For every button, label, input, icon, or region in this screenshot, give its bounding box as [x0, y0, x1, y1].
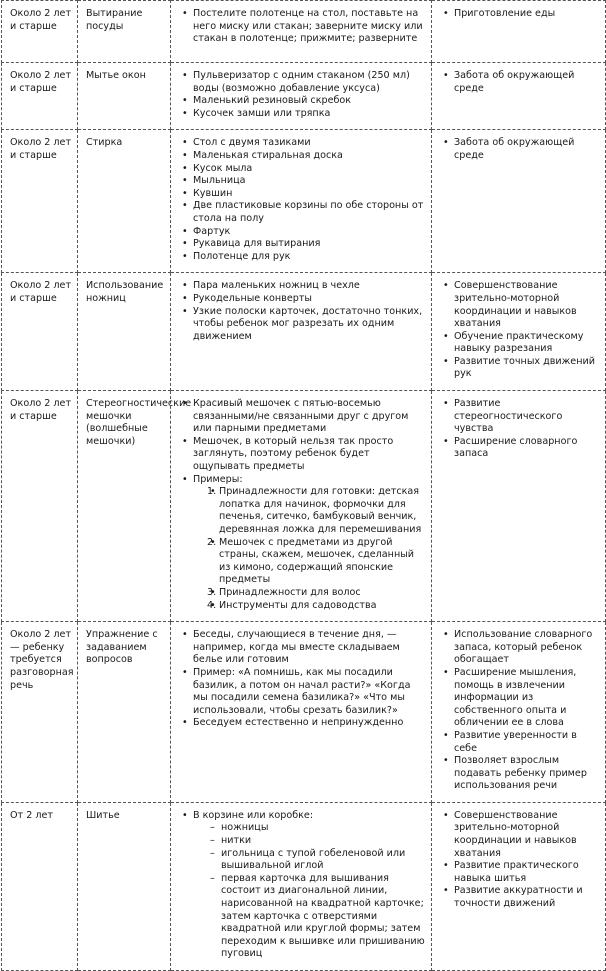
materials-cell: [171, 130, 432, 273]
table-row: [2, 802, 606, 970]
list-item: • Обучение практическому навыку разрезания: [440, 331, 601, 356]
list-item: • Беседуем естественно и непринужденно: [179, 717, 427, 730]
list-item: • 4. Инструменты для садоводства: [207, 600, 427, 613]
list-item: • Рукодельные конверты: [179, 293, 427, 306]
age-cell: Около 2 лет и старше: [2, 391, 78, 622]
list-item: • Стол с двумя тазиками: [179, 137, 427, 150]
materials-cell: [171, 802, 432, 970]
goals-cell: [432, 622, 606, 803]
list-item: • Развитие стереогностического чувства: [440, 398, 601, 436]
list-item: – нитки: [207, 835, 427, 848]
list-item: • Полотенце для рук: [179, 251, 427, 264]
list-item: – игольница с тупой гобеленовой или вышивальной иглой: [207, 848, 427, 873]
goals-cell: [432, 802, 606, 970]
list-item: • Развитие практического навыка шитья: [440, 860, 601, 885]
age-cell: Около 2 лет и старше: [2, 130, 78, 273]
list-item: • Развитие точных движений рук: [440, 356, 601, 381]
list-item: • Забота об окружающей среде: [440, 70, 601, 95]
sewing-sublist: [193, 822, 427, 961]
list-item: • Постелите полотенце на стол, поставьте на него миску или стакан; заверните миску или стакан в полотенце; прижмите; разверните: [179, 8, 427, 46]
list-item: – первая карточка для вышивания состоит из диагональной линии, нарисованной на квадратной карточке; затем карточка с отверстиями квадратной или круглой формы; затем переходим к вышивке или пришиванию пуговиц: [207, 873, 427, 961]
examples-list: [193, 486, 427, 612]
list-item: • Узкие полоски карточек, достаточно тонких, чтобы ребенок мог разрезать их одним движением: [179, 306, 427, 344]
table-row: [2, 63, 606, 130]
list-item: • Беседы, случающиеся в течение дня, — например, когда мы вместе складываем белье или готовим: [179, 629, 427, 667]
list-item: • Развитие аккуратности и точности движений: [440, 885, 601, 910]
activity-cell: Использование ножниц: [78, 273, 171, 391]
list-item: • Развитие уверенности в себе: [440, 730, 601, 755]
goals-cell: [432, 130, 606, 273]
list-item: • Пульверизатор с одним стаканом (250 мл) воды (возможно добавление уксуса): [179, 70, 427, 95]
table-row: [2, 1, 606, 63]
list-item: • Позволяет взрослым подавать ребенку пример использования речи: [440, 755, 601, 793]
list-item: – ножницы: [207, 822, 427, 835]
materials-cell: [171, 63, 432, 130]
list-item: • Кусочек замши или тряпка: [179, 108, 427, 121]
list-item: • Рукавица для вытирания: [179, 238, 427, 251]
list-item: • Забота об окружающей среде: [440, 137, 601, 162]
list-item: • Мешочек, в который нельзя так просто заглянуть, поэтому ребенок будет ощупывать предметы: [179, 436, 427, 474]
list-item: • 3. Принадлежности для волос: [207, 587, 427, 600]
materials-cell: [171, 273, 432, 391]
table-row: [2, 391, 606, 622]
table-row: [2, 273, 606, 391]
list-item: • Красивый мешочек с пятью-восемью связанными/не связанными друг с другом или парными предметами: [179, 398, 427, 436]
goals-cell: [432, 1, 606, 63]
list-item: • Мыльница: [179, 175, 427, 188]
list-item: • 1. Принадлежности для готовки: детская лопатка для начинок, формочки для печенья, ситечко, бамбуковый венчик, деревянная ложка для перемешивания: [207, 486, 427, 536]
list-item: • Кувшин: [179, 188, 427, 201]
age-cell: Около 2 лет и старше: [2, 63, 78, 130]
materials-cell: [171, 1, 432, 63]
list-item: • Расширение мышления, помощь в извлечении информации из собственного опыта и обличении ее в слова: [440, 667, 601, 730]
materials-cell: [171, 622, 432, 803]
activity-cell: Упражнение с задаванием вопросов: [78, 622, 171, 803]
activity-cell: Вытирание посуды: [78, 1, 171, 63]
list-item: • В корзине или коробке: – ножницы – нитки – игольница с тупой гобеленовой или вышивальной иглой – первая карточка для вышивания состоит из диагональной линии, нарисованной на квадратной карточке; затем карточка с отверстиями квадратной или круглой формы; затем переходим к вышивке или пришиванию пуговиц: [179, 810, 427, 961]
goals-cell: [432, 391, 606, 622]
list-item: • Пара маленьких ножниц в чехле: [179, 280, 427, 293]
list-item: • Приготовление еды: [440, 8, 601, 21]
age-cell: Около 2 лет и старше: [2, 273, 78, 391]
list-item: • Маленькая стиральная доска: [179, 150, 427, 163]
list-item: • Фартук: [179, 226, 427, 239]
list-item: • Использование словарного запаса, который ребенок обогащает: [440, 629, 601, 667]
age-cell: От 2 лет: [2, 802, 78, 970]
list-item: • Пример: «А помнишь, как мы посадили базилик, а потом он начал расти?» «Когда мы посадили семена базилика?» «Что мы использовали, чтобы срезать базилик?»: [179, 667, 427, 717]
table-row: [2, 130, 606, 273]
list-item: • Расширение словарного запаса: [440, 436, 601, 461]
activities-table: [1, 0, 606, 971]
list-item: • Совершенствование зрительно-моторной координации и навыков хватания: [440, 810, 601, 860]
goals-cell: [432, 63, 606, 130]
list-item: • Две пластиковые корзины по обе стороны от стола на полу: [179, 200, 427, 225]
goals-cell: [432, 273, 606, 391]
activity-cell: Стирка: [78, 130, 171, 273]
list-item: • Кусок мыла: [179, 163, 427, 176]
list-item: • Маленький резиновый скребок: [179, 95, 427, 108]
list-item: • 2. Мешочек с предметами из другой страны, скажем, мешочек, сделанный из кимоно, содержащий японские предметы: [207, 537, 427, 587]
activity-cell: Мытье окон: [78, 63, 171, 130]
table-row: [2, 622, 606, 803]
activity-cell: Стереогностические мешочки (волшебные мешочки): [78, 391, 171, 622]
age-cell: Около 2 лет — ребенку требуется разговорная речь: [2, 622, 78, 803]
list-item: • Совершенствование зрительно-моторной координации и навыков хватания: [440, 280, 601, 330]
materials-cell: [171, 391, 432, 622]
activity-cell: Шитье: [78, 802, 171, 970]
age-cell: Около 2 лет и старше: [2, 1, 78, 63]
list-item: • Примеры: • 1. Принадлежности для готовки: детская лопатка для начинок, формочки для печенья, ситечко, бамбуковый венчик, деревянная ложка для перемешивания • 2. Мешочек с предметами из другой страны, скажем, мешочек, сделанный из кимоно, содержащий японские предметы • 3. Принадлежности для волос • 4. Инструменты для садоводства: [179, 474, 427, 613]
